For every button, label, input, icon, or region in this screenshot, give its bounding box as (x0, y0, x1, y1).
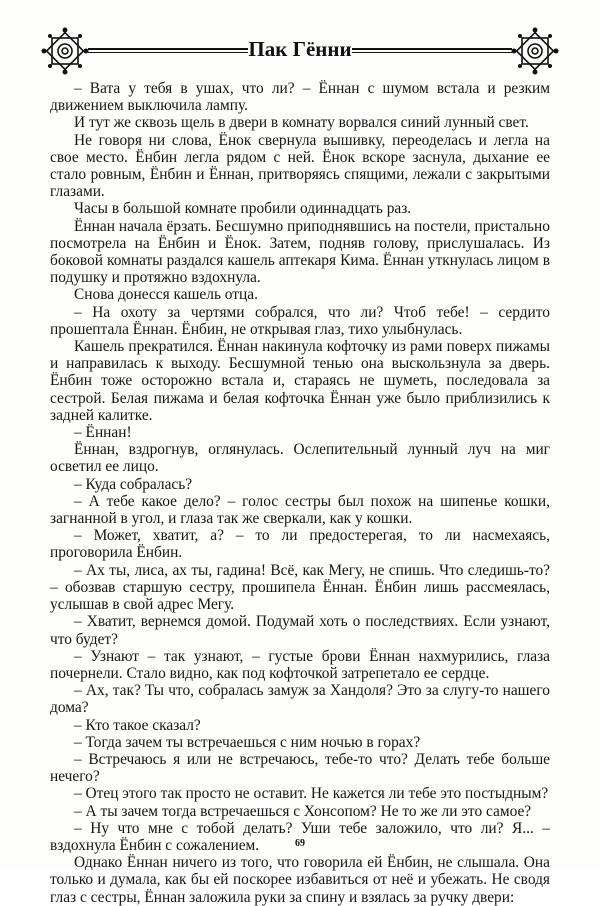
paragraph: – Вата у тебя в ушах, что ли? – Ённан с шумом встала и резким движением выключила лампу. (50, 80, 550, 115)
paragraph: Часы в большой комнате пробили одиннадцать раз. (74, 200, 412, 218)
paragraph: – Хватит, вернемся домой. Подумай хоть о последствиях. Если узнают, что будет? (50, 613, 550, 648)
paragraph: – А тебе какое дело? – голос сестры был похож на шипенье кошки, загнанной в угол, и глаза так же сверкали, как у кошки. (50, 492, 550, 528)
paragraph: – Кто такое сказал? (74, 716, 201, 734)
paragraph: – Тогда зачем ты встречаешься с ним ночью в горах? (74, 733, 421, 751)
paragraph: Ённан, вздрогнув, оглянулась. Ослепительный лунный луч на миг осветил ее лицо. (50, 441, 550, 476)
paragraph: Не говоря ни слова, Ёнок свернула вышивку, переоделась и легла на свое место. Ёнбин легла рядом с ней. Ёнок вскоре заснула, дыхание ее стало ровным, Ёнбин и Ённан, притворяясь спящими, лежали с закрытыми глазами. (50, 131, 550, 201)
paragraph: – Может, хватит, а? – то ли предостерегая, то ли насмехаясь, проговорила Ёнбин. (50, 527, 550, 562)
page-body (50, 80, 550, 906)
paragraph: – Ах ты, лиса, ах ты, гадина! Всё, как Мегу, не спишь. Что следишь-то? – обозвав старшую сестру, прошипела Ённан. Ёнбин лишь рассмеялась, услышав в свой адрес Мегу. (50, 561, 550, 614)
paragraph: И тут же сквозь щель в двери в комнату ворвался синий лунный свет. (74, 114, 529, 132)
page-title: Пак Гённи (248, 37, 352, 61)
paragraph: Однако Ённан ничего из того, что говорила ей Ёнбин, не слышала. Она только и думала, как бы ей поскорее избавиться от неё и убежать. Не сводя глаз с сестры, Ённан заложила руки за спину и взялась за ручку двери: (50, 854, 550, 906)
paragraph: – Ну что мне с тобой делать? Уши тебе заложило, что ли? Я... – вздохнула Ёнбин с сожалением. (50, 819, 550, 854)
paragraph: – Узнают – так узнают, – густые брови Ённан нахмурились, глаза почернели. Стало видно, как под кофточкой затрепетало ее сердце. (50, 647, 550, 682)
paragraph: – На охоту за чертями собрался, что ли? Чтоб тебе! – сердито прошептала Ённан. Ёнбин, не открывая глаз, тихо улыбнулась. (50, 303, 550, 338)
paragraph: Снова донесся кашель отца. (74, 286, 258, 304)
ornament-right-icon (510, 26, 560, 76)
paragraph: – А ты зачем тогда встречаешься с Хонсопом? Не то же ли это самое? (74, 802, 532, 820)
running-header (40, 26, 560, 76)
page-number: 69 (295, 838, 305, 849)
paragraph: Кашель прекратился. Ённан накинула кофточку из рами поверх пижамы и направилась к выходу. Бесшумной тенью она выскользнула за дверь. Ёнбин тоже осторожно встала и, стараясь не шуметь, последовала за сестрой. Белая пижама и белая кофточка Ённан уже было приблизились к задней калитке. (50, 338, 550, 424)
paragraph: – Встречаюсь я или не встречаюсь, тебе-то что? Делать тебе больше нечего? (50, 750, 550, 786)
paragraph: – Ах, так? Ты что, собралась замуж за Хандоля? Это за слугу-то нашего дома? (50, 682, 550, 717)
paragraph: – Отец этого так просто не оставит. Не кажется ли тебе это постыдным? (74, 785, 549, 803)
paragraph: – Куда собралась? (74, 475, 193, 493)
paragraph: – Ённан! (74, 424, 132, 442)
paragraph: Ённан начала ёрзать. Бесшумно приподнявшись на постели, пристально посмотрела на Ёнбин и Ёнок. Затем, подняв голову, прислушалась. Из боковой комнаты раздался кашель аптекаря Кима. Ённан уткнулась лицом в подушку и протяжно вздохнула. (50, 217, 550, 287)
header-rule-right (352, 46, 512, 56)
